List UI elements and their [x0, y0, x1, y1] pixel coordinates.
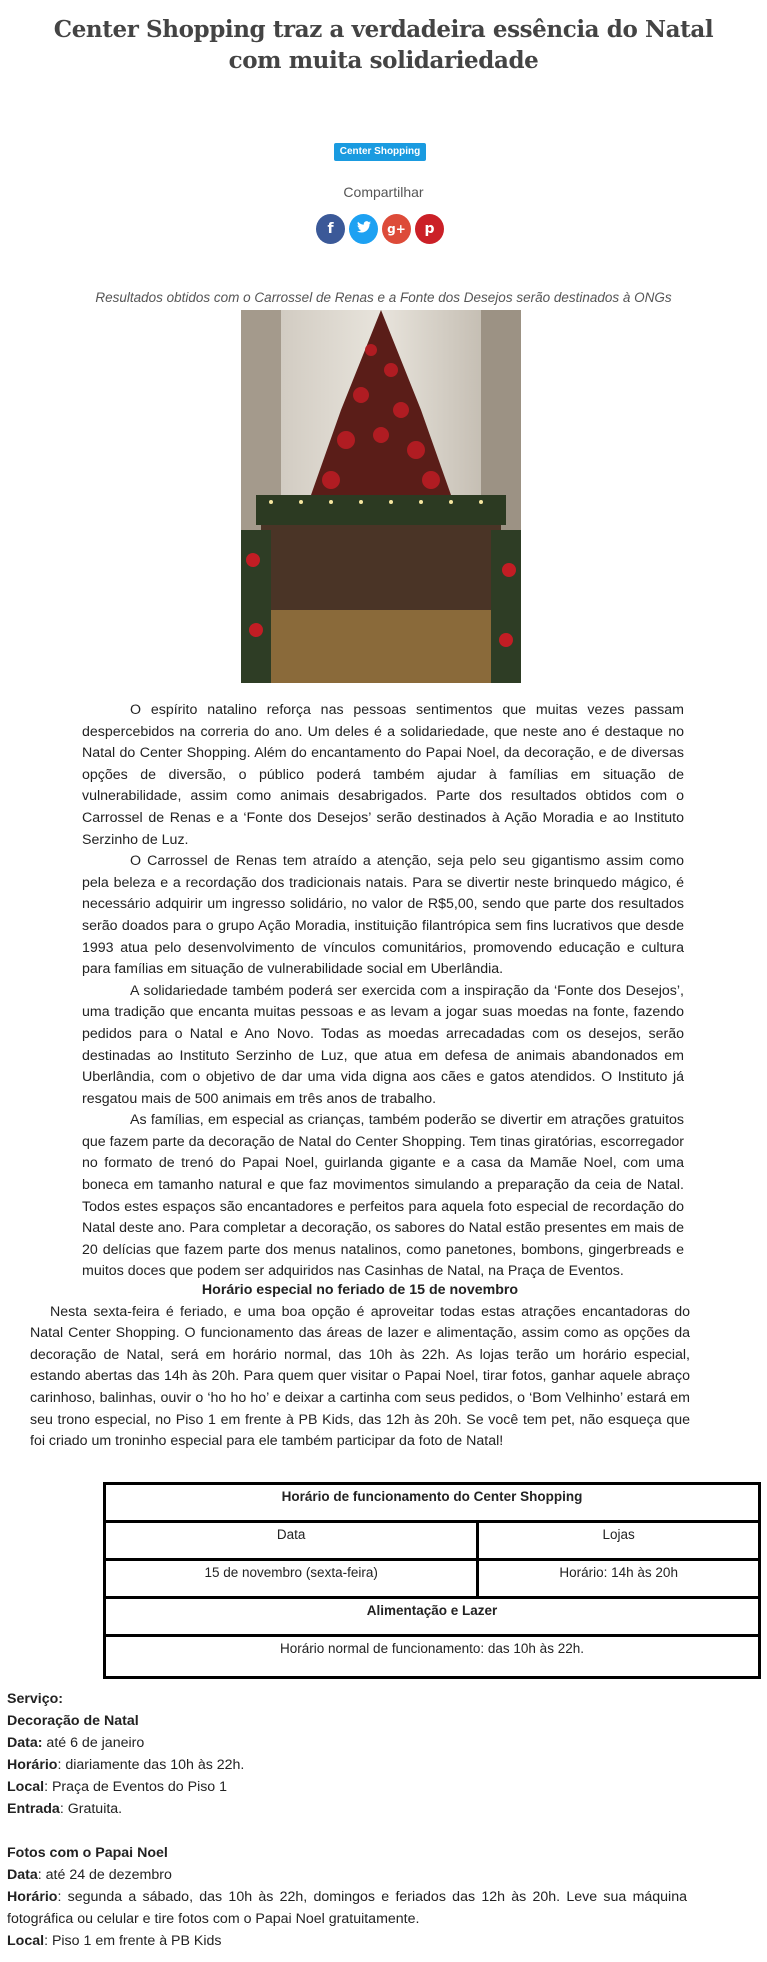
facebook-share-button[interactable]: [316, 214, 345, 244]
twitter-icon: [357, 221, 371, 237]
table-header-lojas: Lojas: [478, 1522, 760, 1560]
label: Horário: [7, 1757, 58, 1773]
label: Horário: [7, 1889, 58, 1905]
holiday-section: [30, 1280, 690, 1453]
decor-location: : Praça de Eventos do Piso 1: [44, 1779, 228, 1795]
paragraph: A solidariedade também poderá ser exercida com a inspiração da ‘Fonte dos Desejos’, uma tradição que encanta muitas pessoas e as levam a jogar suas moedas na fonte, fazendo pedidos para o Natal e Ano Novo. Todas as moedas arrecadadas com os desejos, serão destinadas ao Instituto Serzinho de Luz, que atua em defesa de animais abandonados em Uberlândia, com o objetivo de dar uma vida digna aos cães e gatos atendidos. O Instituto já resgatou mais de 500 animais em três anos de trabalho.: [82, 982, 684, 1107]
pinterest-icon: p: [424, 221, 435, 237]
share-label: Compartilhar: [343, 184, 424, 200]
google-plus-share-button[interactable]: [382, 214, 411, 244]
decor-date: até 6 de janeiro: [42, 1735, 145, 1751]
table-header-data: Data: [105, 1522, 478, 1560]
table-section-title: Alimentação e Lazer: [105, 1598, 760, 1636]
service-info: [7, 1688, 687, 1952]
label: Local: [7, 1933, 45, 1949]
holiday-paragraph: Nesta sexta-feira é feriado, e uma boa opção é aproveitar todas estas atrações encantadoras do Natal Center Shopping. O funcionamento das áreas de lazer e alimentação, assim como as opções da decoração de Natal, será em horário normal, das 10h às 22h. As lojas terão um horário especial, estando abertas das 14h às 20h. Para quem quer visitar o Papai Noel, tirar fotos, ganhar aquele abraço carinhoso, balinhas, ouvir o ‘ho ho ho’ e deixar a cartinha com seus pedidos, o ‘Bom Velhinho’ estará em seu trono especial, no Piso 1 em frente à PB Kids, das 12h às 20h. Se você tem pet, não esqueça que foi criado um troninho especial para ele também participar da foto de Natal!: [30, 1303, 690, 1450]
table-section-text: Horário normal de funcionamento: das 10h às 22h.: [105, 1636, 760, 1678]
opening-hours-table: [103, 1482, 761, 1679]
category-badge[interactable]: Center Shopping: [334, 143, 426, 161]
christmas-tree-carousel-photo: [241, 310, 521, 683]
photos-date: : até 24 de dezembro: [37, 1867, 172, 1883]
paragraph: O espírito natalino reforça nas pessoas sentimentos que muitas vezes passam despercebidos na correria do ano. Um deles é a solidariedade, que neste ano é destaque no Natal do Center Shopping. Além do encantamento do Papai Noel, da decoração, e de diversas opções de diversão, o público poderá também ajudar à famílias em situação de vulnerabilidade, assim como animais desabrigados. Parte dos resultados obtidos com o Carrossel de Renas e a ‘Fonte dos Desejos’ serão destinados à Ação Moradia e ao Instituto Serzinho de Luz.: [82, 702, 684, 848]
decor-entry: : Gratuita.: [59, 1801, 123, 1817]
holiday-heading: Horário especial no feriado de 15 de novembro: [201, 1282, 519, 1298]
twitter-share-button[interactable]: [349, 214, 378, 244]
google-plus-icon: g+: [387, 222, 406, 236]
table-cell-date: 15 de novembro (sexta-feira): [105, 1560, 478, 1598]
share-buttons: [316, 214, 444, 244]
article-title: Center Shopping traz a verdadeira essência do Natal com muita solidariedade: [53, 16, 714, 74]
label: Local: [7, 1779, 45, 1795]
photos-location: : Piso 1 em frente à PB Kids: [44, 1933, 222, 1949]
article-body: [82, 700, 684, 1283]
photos-title: Fotos com o Papai Noel: [7, 1845, 168, 1861]
label: Data:: [7, 1735, 43, 1751]
table-cell-hours: Horário: 14h às 20h: [478, 1560, 760, 1598]
paragraph: As famílias, em especial as crianças, também poderão se divertir em atrações gratuitos que fazem parte da decoração de Natal do Center Shopping. Tem tinas giratórias, escorregador no formato de trenó do Papai Noel, guirlanda gigante e a casa da Mamãe Noel, com uma boneca em tamanho natural e que faz movimentos simulando a preparação da ceia de Natal. Todos estes espaços são encantadores e perfeitos para aquela foto especial de recordação do Natal deste ano. Para completar a decoração, os sabores do Natal estão presentes em mais de 20 delícias que fazem parte dos menus natalinos, como panetones, bombons, gingerbreads e muitos doces que podem ser adquiridos nas Casinhas de Natal, na Praça de Eventos.: [82, 1112, 684, 1280]
photos-hours: : segunda a sábado, das 10h às 22h, domingos e feriados das 12h às 20h. Leve sua máquina fotográfica ou celular e tire fotos com o Papai Noel gratuitamente.: [7, 1889, 687, 1927]
service-heading: Serviço:: [7, 1691, 63, 1707]
facebook-icon: f: [327, 221, 334, 237]
image-caption: Resultados obtidos com o Carrossel de Renas e a Fonte dos Desejos serão destinados à ONGs: [95, 290, 672, 305]
label: Entrada: [7, 1801, 60, 1817]
decor-hours: : diariamente das 10h às 22h.: [57, 1757, 245, 1773]
label: Data: [7, 1867, 38, 1883]
pinterest-share-button[interactable]: [415, 214, 444, 244]
paragraph: O Carrossel de Renas tem atraído a atenção, seja pelo seu gigantismo assim como pela beleza e a recordação dos tradicionais natais. Para se divertir neste brinquedo mágico, é necessário adquirir um ingresso solidário, no valor de R$5,00, sendo que parte dos resultados serão doados para o grupo Ação Moradia, instituição filantrópica sem fins lucrativos que desde 1993 atua pelo desenvolvimento de vínculos comunitários, promovendo educação e cultura para famílias em situação de vulnerabilidade social em Uberlândia.: [82, 853, 684, 978]
table-title: Horário de funcionamento do Center Shopping: [105, 1484, 760, 1522]
decor-title: Decoração de Natal: [7, 1713, 139, 1729]
